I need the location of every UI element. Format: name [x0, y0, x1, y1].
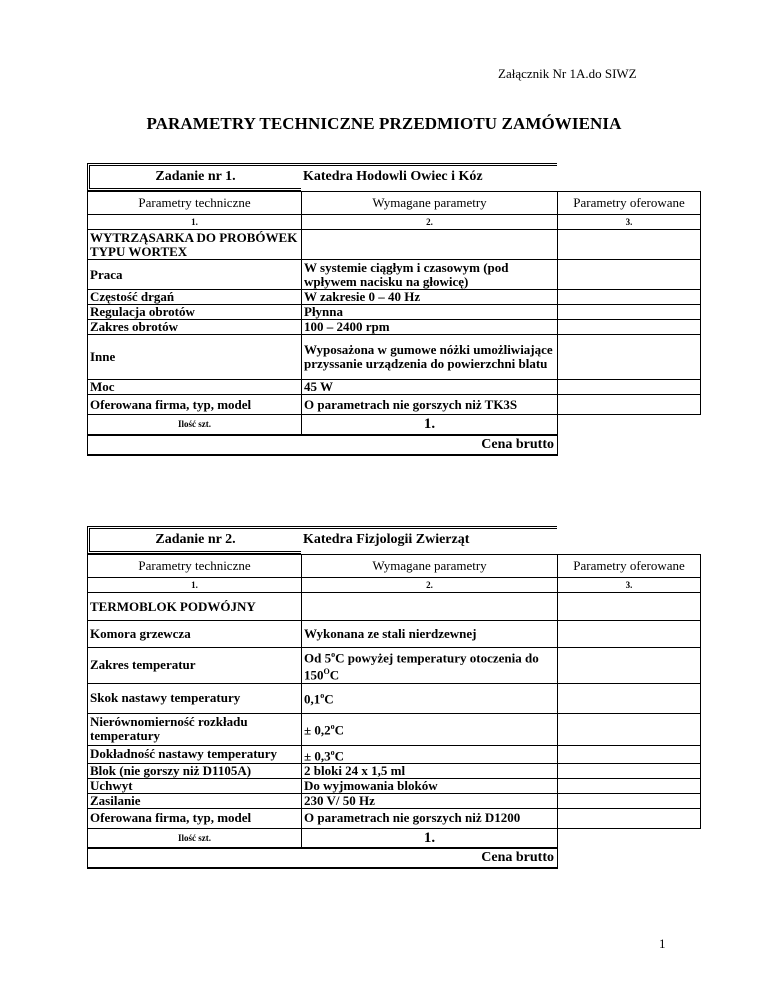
table-row [88, 745, 701, 763]
table-row [88, 713, 701, 745]
param-label: Praca [88, 260, 302, 290]
offered-label: Oferowana firma, typ, model [88, 395, 302, 415]
price-label: Cena brutto [88, 848, 558, 868]
offered-input-cell[interactable] [558, 320, 701, 335]
offered-input-cell[interactable] [558, 621, 701, 648]
quantity-label: Ilość szt. [88, 828, 302, 848]
offered-label: Oferowana firma, typ, model [88, 808, 302, 828]
param-label: Inne [88, 335, 302, 380]
col-header-offered: Parametry oferowane [558, 555, 701, 578]
param-label: Zakres obrotów [88, 320, 302, 335]
offered-input-cell[interactable] [558, 683, 701, 713]
param-required: ± $0,3^oC$ [302, 745, 558, 763]
annex-reference: Załącznik Nr 1A.do SIWZ [498, 66, 637, 81]
task2-quantity-row [88, 828, 701, 848]
param-label: Częstość drgań [88, 290, 302, 305]
col-number: 1. [88, 578, 302, 593]
table-row [88, 305, 701, 320]
task1-device-name: WYTRZĄSARKA DO PROBÓWEK TYPU WORTEX [88, 230, 302, 260]
param-required: Wykonana ze stali nierdzewnej [302, 621, 558, 648]
table-row [88, 793, 701, 808]
task1-price-row [88, 435, 701, 455]
task2-department: Katedra Fizjologii Zwierząt [301, 526, 557, 554]
page-number: 1 [659, 936, 666, 951]
offered-input-cell[interactable] [558, 290, 701, 305]
task2-device-name: TERMOBLOK PODWÓJNY [88, 593, 302, 621]
col-header-technical: Parametry techniczne [88, 192, 302, 215]
param-required: Płynna [302, 305, 558, 320]
offered-required: O parametrach nie gorszych niż TK3S [302, 395, 558, 415]
col-header-offered: Parametry oferowane [558, 192, 701, 215]
task2-device-row [88, 593, 701, 621]
offered-input-cell[interactable] [558, 593, 701, 621]
task2-column-headers [88, 555, 701, 578]
param-required: W systemie ciągłym i czasowym (pod wpływem nacisku na głowicę) [302, 260, 558, 290]
offered-input-cell[interactable] [558, 793, 701, 808]
param-label: Zasilanie [88, 793, 302, 808]
quantity-value: 1. [302, 828, 558, 848]
task1-offered-row [88, 395, 701, 415]
param-required: 100 – 2400 rpm [302, 320, 558, 335]
offered-required: O parametrach nie gorszych niż D1200 [302, 808, 558, 828]
task1-header [87, 163, 557, 191]
param-label: Zakres temperatur [88, 648, 302, 684]
task1-label: Zadanie nr 1. [87, 163, 301, 191]
param-required: W zakresie 0 – 40 Hz [302, 290, 558, 305]
offered-input-cell[interactable] [558, 808, 701, 828]
task2-price-row [88, 848, 701, 868]
param-required: 0,1$^o$C [302, 683, 558, 713]
task2-offered-row [88, 808, 701, 828]
param-label: Blok (nie gorszy niż D1105A) [88, 763, 302, 778]
page-title: PARAMETRY TECHNICZNE PRZEDMIOTU ZAMÓWIENIA [146, 114, 622, 133]
task1-department: Katedra Hodowli Owiec i Kóz [301, 163, 557, 191]
col-number: 3. [558, 578, 701, 593]
task1-column-numbers [88, 215, 701, 230]
param-required: ± $0,2^oC$ [302, 713, 558, 745]
offered-input-cell[interactable] [558, 745, 701, 763]
param-required: 2 bloki 24 x 1,5 ml [302, 763, 558, 778]
table-row [88, 380, 701, 395]
offered-input-cell[interactable] [558, 335, 701, 380]
col-number: 3. [558, 215, 701, 230]
param-label: Komora grzewcza [88, 621, 302, 648]
param-required: Od 5$^o$C powyżej temperatury otoczenia do $150^OC$ [302, 648, 558, 684]
task1-quantity-row [88, 415, 701, 435]
offered-input-cell[interactable] [558, 260, 701, 290]
col-header-technical: Parametry techniczne [88, 555, 302, 578]
price-label: Cena brutto [88, 435, 558, 455]
table-row [88, 778, 701, 793]
table-row [88, 683, 701, 713]
col-header-required: Wymagane parametry [302, 555, 558, 578]
param-required: 230 V/ 50 Hz [302, 793, 558, 808]
param-required: 45 W [302, 380, 558, 395]
param-label: Skok nastawy temperatury [88, 683, 302, 713]
quantity-label: Ilość szt. [88, 415, 302, 435]
col-number: 1. [88, 215, 302, 230]
offered-input-cell[interactable] [558, 305, 701, 320]
quantity-value: 1. [302, 415, 558, 435]
param-label: Uchwyt [88, 778, 302, 793]
param-label: Nierównomierność rozkładu temperatury [88, 713, 302, 745]
offered-input-cell[interactable] [558, 778, 701, 793]
task2-header [87, 526, 557, 554]
task2-column-numbers [88, 578, 701, 593]
table-row [88, 290, 701, 305]
offered-input-cell[interactable] [558, 713, 701, 745]
offered-input-cell[interactable] [558, 230, 701, 260]
table-row [88, 335, 701, 380]
param-label: Moc [88, 380, 302, 395]
table-row [88, 260, 701, 290]
task1-table [87, 191, 701, 456]
table-row [88, 648, 701, 684]
col-header-required: Wymagane parametry [302, 192, 558, 215]
col-number: 2. [302, 215, 558, 230]
offered-input-cell[interactable] [558, 763, 701, 778]
task1-device-row [88, 230, 701, 260]
offered-input-cell[interactable] [558, 648, 701, 684]
task1-column-headers [88, 192, 701, 215]
table-row [88, 621, 701, 648]
task2-table [87, 554, 701, 869]
offered-input-cell[interactable] [558, 395, 701, 415]
task2-label: Zadanie nr 2. [87, 526, 301, 554]
param-label: Regulacja obrotów [88, 305, 302, 320]
param-required: Do wyjmowania bloków [302, 778, 558, 793]
col-number: 2. [302, 578, 558, 593]
param-required: Wyposażona w gumowe nóżki umożliwiające przyssanie urządzenia do powierzchni blatu [302, 335, 558, 380]
table-row [88, 763, 701, 778]
param-label: Dokładność nastawy temperatury [88, 745, 302, 763]
offered-input-cell[interactable] [558, 380, 701, 395]
table-row [88, 320, 701, 335]
